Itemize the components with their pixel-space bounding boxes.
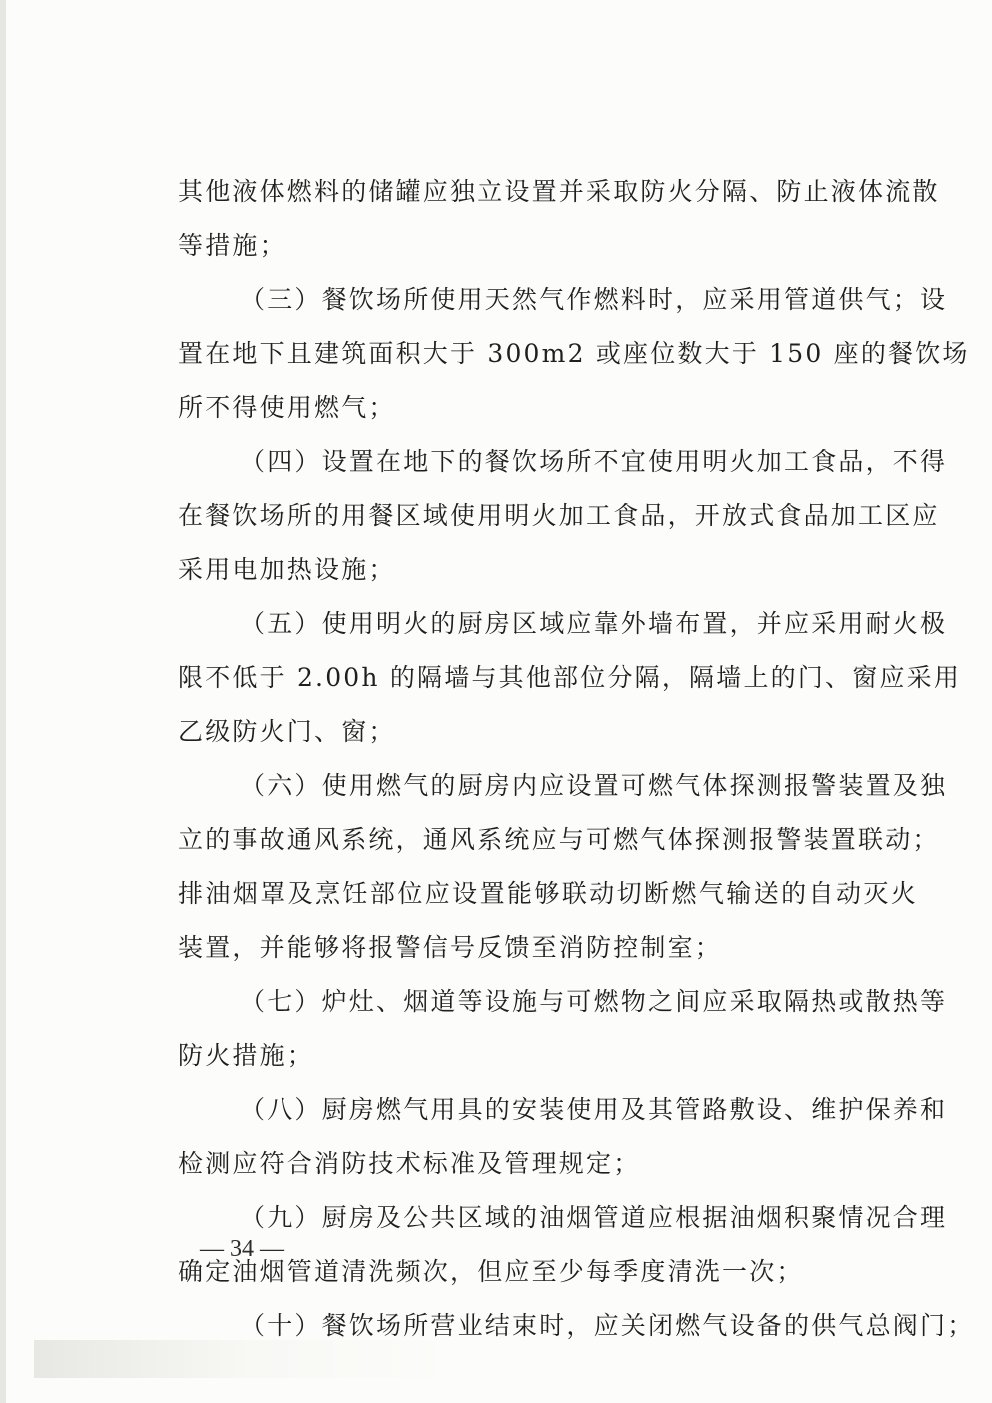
- document-body: [178, 165, 975, 1353]
- scan-left-edge: [0, 0, 6, 1403]
- paragraph-line: （九）厨房及公共区域的油烟管道应根据油烟积聚情况合理: [240, 1203, 948, 1232]
- paragraph-line: 限不低于 2.00h 的隔墙与其他部位分隔，隔墙上的门、窗应采用: [178, 663, 962, 692]
- scan-shadow: [34, 1340, 464, 1378]
- paragraph-line: 防火措施；: [178, 1041, 315, 1070]
- paragraph-line: （三）餐饮场所使用天然气作燃料时，应采用管道供气；设: [240, 285, 948, 314]
- paragraph-line: 其他液体燃料的储罐应独立设置并采取防火分隔、防止液体流散: [178, 177, 940, 206]
- paragraph-line: 排油烟罩及烹饪部位应设置能够联动切断燃气输送的自动灭火: [178, 879, 918, 908]
- paragraph-line: （八）厨房燃气用具的安装使用及其管路敷设、维护保养和: [240, 1095, 948, 1124]
- paragraph-line: 确定油烟管道清洗频次，但应至少每季度清洗一次；: [178, 1257, 804, 1286]
- paragraph-line: 采用电加热设施；: [178, 555, 396, 584]
- paragraph-line: （四）设置在地下的餐饮场所不宜使用明火加工食品，不得: [240, 447, 948, 476]
- paragraph-line: （十）餐饮场所营业结束时，应关闭燃气设备的供气总阀门；: [240, 1311, 975, 1340]
- page-number: — 34 —: [200, 1236, 284, 1262]
- paragraph-line: 等措施；: [178, 231, 287, 260]
- paragraph-line: （七）炉灶、烟道等设施与可燃物之间应采取隔热或散热等: [240, 987, 948, 1016]
- paragraph-line: （五）使用明火的厨房区域应靠外墙布置，并应采用耐火极: [240, 609, 948, 638]
- paragraph-line: 检测应符合消防技术标准及管理规定；: [178, 1149, 641, 1178]
- paragraph-line: 乙级防火门、窗；: [178, 717, 396, 746]
- paragraph-line: （六）使用燃气的厨房内应设置可燃气体探测报警装置及独: [240, 771, 948, 800]
- paragraph-line: 在餐饮场所的用餐区域使用明火加工食品，开放式食品加工区应: [178, 501, 940, 530]
- paragraph-line: 装置，并能够将报警信号反馈至消防控制室；: [178, 933, 723, 962]
- paragraph-line: 立的事故通风系统，通风系统应与可燃气体探测报警装置联动；: [178, 825, 940, 854]
- paragraph-line: 所不得使用燃气；: [178, 393, 396, 422]
- paragraph-line: 置在地下且建筑面积大于 300m2 或座位数大于 150 座的餐饮场: [178, 339, 970, 368]
